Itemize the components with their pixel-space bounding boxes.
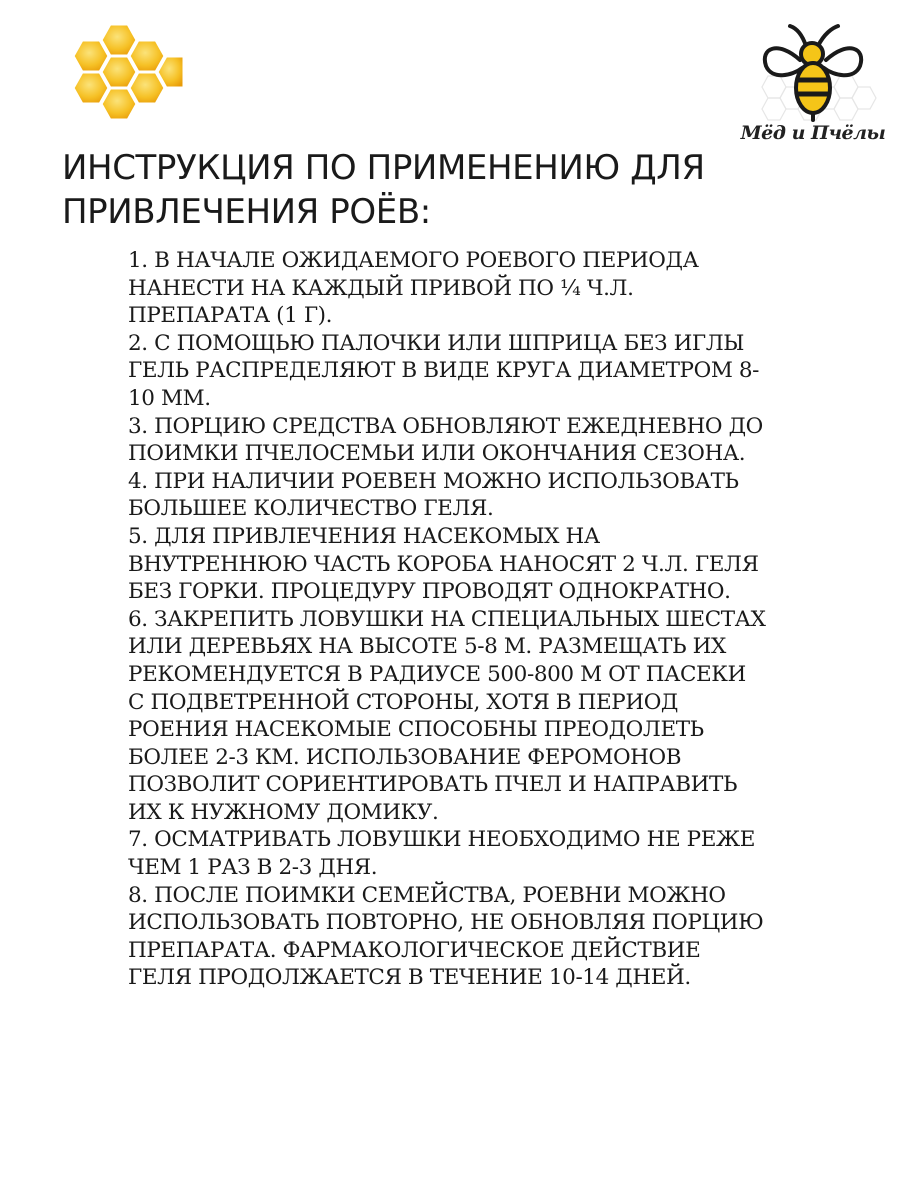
honeycomb-icon (70, 20, 185, 130)
instruction-step: 8. ПОСЛЕ ПОИМКИ СЕМЕЙСТВА, РОЕВНИ МОЖНО ИСПОЛЬЗОВАТЬ ПОВТОРНО, НЕ ОБНОВЛЯЯ ПОРЦИЮ ПРЕПАРАТА. ФАРМАКОЛОГИЧЕСКОЕ ДЕЙСТВИЕ ГЕЛЯ ПРОДОЛЖАЕТСЯ В ТЕЧЕНИЕ 10-14 ДНЕЙ. (128, 882, 764, 991)
brand-name: Мёд и Пчёлы (740, 122, 886, 144)
instruction-list (128, 247, 768, 992)
instruction-step: 6. ЗАКРЕПИТЬ ЛОВУШКИ НА СПЕЦИАЛЬНЫХ ШЕСТАХ ИЛИ ДЕРЕВЬЯХ НА ВЫСОТЕ 5-8 М. РАЗМЕЩАТЬ ИХ РЕКОМЕНДУЕТСЯ В РАДИУСЕ 500-800 М ОТ ПАСЕКИ С ПОДВЕТРЕННОЙ СТОРОНЫ, ХОТЯ В ПЕРИОД РОЕНИЯ НАСЕКОМЫЕ СПОСОБНЫ ПРЕОДОЛЕТЬ БОЛЕЕ 2-3 КМ. ИСПОЛЬЗОВАНИЕ ФЕРОМОНОВ ПОЗВОЛИТ СОРИЕНТИРОВАТЬ ПЧЕЛ И НАПРАВИТЬ ИХ К НУЖНОМУ ДОМИКУ. (128, 606, 766, 825)
instruction-step: 4. ПРИ НАЛИЧИИ РОЕВЕН МОЖНО ИСПОЛЬЗОВАТЬ БОЛЬШЕЕ КОЛИЧЕСТВО ГЕЛЯ. (128, 468, 739, 522)
instruction-step: 1. В НАЧАЛЕ ОЖИДАЕМОГО РОЕВОГО ПЕРИОДА НАНЕСТИ НА КАЖДЫЙ ПРИВОЙ ПО ¼ Ч.Л. ПРЕПАРАТА (1 Г). (128, 248, 699, 329)
honeycomb-cell (101, 88, 137, 120)
instruction-step: 2. С ПОМОЩЬЮ ПАЛОЧКИ ИЛИ ШПРИЦА БЕЗ ИГЛЫ ГЕЛЬ РАСПРЕДЕЛЯЮТ В ВИДЕ КРУГА ДИАМЕТРОМ 8-10 ММ. (128, 330, 760, 411)
document-title: ИНСТРУКЦИЯ ПО ПРИМЕНЕНИЮ ДЛЯ ПРИВЛЕЧЕНИЯ РОЁВ: (62, 148, 705, 232)
instruction-step: 3. ПОРЦИЮ СРЕДСТВА ОБНОВЛЯЮТ ЕЖЕДНЕВНО ДО ПОИМКИ ПЧЕЛОСЕМЬИ ИЛИ ОКОНЧАНИЯ СЕЗОНА. (128, 413, 763, 467)
instruction-step: 7. ОСМАТРИВАТЬ ЛОВУШКИ НЕОБХОДИМО НЕ РЕЖЕ ЧЕМ 1 РАЗ В 2-3 ДНЯ. (128, 827, 756, 881)
instruction-step: 5. ДЛЯ ПРИВЛЕЧЕНИЯ НАСЕКОМЫХ НА ВНУТРЕННЮЮ ЧАСТЬ КОРОБА НАНОСЯТ 2 Ч.Л. ГЕЛЯ БЕЗ ГОРКИ. ПРОЦЕДУРУ ПРОВОДЯТ ОДНОКРАТНО. (128, 523, 759, 605)
